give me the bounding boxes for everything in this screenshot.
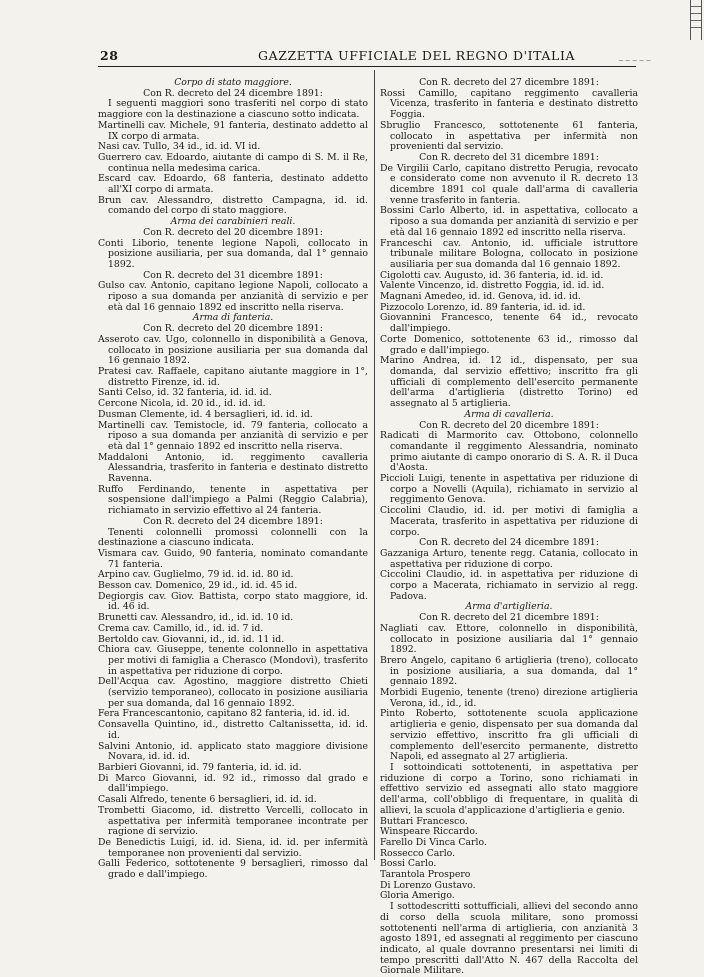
entry: Bossini Carlo Alberto, id. in aspettativa, collocato a riposo a sua domanda per anzianità di servizio e per età dal 16 gennaio 1892 ed inscritto nella riserva. xyxy=(380,205,638,238)
entry: De Benedictis Luigi, id. id. Siena, id. id. per infermità temporanee non provenienti dal servizio. xyxy=(98,836,368,859)
entry: Brunetti cav. Alessandro, id., id. id. 10 id. xyxy=(98,612,294,624)
decree-heading: Con R. decreto del 21 dicembre 1891: xyxy=(419,612,599,624)
decree-heading: Con R. decreto del 20 dicembre 1891: xyxy=(143,226,323,238)
entry: Corte Domenico, sottotenente 63 id., rimosso dal grado e dall'impiego. xyxy=(380,333,638,356)
entry: Barbieri Giovanni, id. 79 fanteria, id. id. id. xyxy=(98,762,302,773)
entry: Besson cav. Domenico, 29 id., id. id. 45 id. xyxy=(98,580,298,592)
paragraph: I sottodescritti sottufficiali, allievi del secondo anno di corso della scuola militare, sono promossi sottotenenti nell'arma di artiglieria, con anzianità 3 agosto 1891, ed assegnati al reggimento per ciascuno indicato, al quale dovranno presentarsi nei limiti di tempo prescritti dall'Atto N. 467 della Raccolta del Giornale Militare. xyxy=(380,901,638,977)
entry: Cigolotti cav. Augusto, id. 36 fanteria, id. id. id. xyxy=(380,269,604,281)
entry: Gazzaniga Arturo, tenente regg. Catania, collocato in aspettativa per riduzione di corpo. xyxy=(380,547,638,570)
entry: Nasi cav. Tullo, 34 id., id. id. VI id. xyxy=(98,141,261,153)
decree-heading: Con R. decreto del 20 dicembre 1891: xyxy=(419,419,599,431)
entry: Franceschi cav. Antonio, id. ufficiale istruttore tribunale militare Bologna, collocato in posizione ausiliaria per sua domanda dal 16 gennaio 1892. xyxy=(380,237,638,270)
decree-heading: Con R. decreto del 24 dicembre 1891: xyxy=(143,515,323,527)
entry: Rossi Camillo, capitano reggimento cavalleria Vicenza, trasferito in fanteria e destinato distretto Foggia. xyxy=(380,87,638,121)
entry: Degiorgis cav. Giov. Battista, corpo stato maggiore, id. id. 46 id. xyxy=(98,590,368,613)
entry: Cercone Nicola, id. 20 id., id. id. id. xyxy=(98,398,266,410)
entry: Pratesi cav. Raffaele, capitano aiutante maggiore in 1°, distretto Firenze, id. id. xyxy=(98,365,368,388)
entry: De Virgilii Carlo, capitano distretto Perugia, revocato e considerato come non avvenuto il R. decreto 13 dicembre 1891 col quale dall'arma di cavalleria venne trasferito in fanteria. xyxy=(380,162,638,206)
entry: Pinto Roberto, sottotenente scuola applicazione artiglieria e genio, dispensato per sua domanda dal servizio effettivo, inscritto fra gli ufficiali di complemento dell'esercito permanente, distretto Napoli, ed assegnato al 27 artiglieria. xyxy=(380,708,638,763)
entry: Ciccolini Claudio, id. in aspettativa per riduzione di corpo a Macerata, richiamato in servizio al regg. Padova. xyxy=(380,569,638,602)
entry: Giovannini Francesco, tenente 64 id., revocato dall'impiego. xyxy=(380,312,638,335)
entry: Salvini Antonio, id. applicato stato maggiore divisione Novara, id. id. id. xyxy=(98,740,368,763)
binding-margin-mark xyxy=(690,0,702,40)
corner-scrawl: ~~~~~ xyxy=(618,57,653,65)
name-line: Rossecco Carlo. xyxy=(380,847,456,859)
entry: Trombetti Giacomo, id. distretto Vercelli, collocato in aspettativa per infermità temporanee incontrate per ragione di servizio. xyxy=(98,804,368,838)
name-line: Di Lorenzo Gustavo. xyxy=(380,879,476,891)
name-line: Winspeare Riccardo. xyxy=(380,826,478,838)
running-head xyxy=(100,48,630,68)
entry: Chiora cav. Giuseppe, tenente colonnello in aspettativa per motivi di famiglia a Cherasco (Mondovì), trasferito in aspettativa per riduzione di corpo. xyxy=(98,644,368,677)
section-heading: Arma di cavalleria. xyxy=(464,408,554,420)
paragraph: Tenenti colonnelli promossi colonnelli con la destinazione a ciascuno indicata. xyxy=(98,526,368,549)
entry: Sbruglio Francesco, sottotenente 61 fanteria, collocato in aspettativa per infermità non provenienti dal servizio. xyxy=(380,119,638,153)
entry: Galli Federico, sottotenente 9 bersaglieri, rimosso dal grado e dall'impiego. xyxy=(98,858,368,881)
entry: Arpino cav. Guglielmo, 79 id. id. id. 80 id. xyxy=(98,569,294,581)
entry: Martinelli cav. Temistocle, id. 79 fanteria, collocato a riposo a sua domanda per anzianità di servizio e per età dal 1° gennaio 1892 ed inscritto nella riserva. xyxy=(98,419,368,452)
entry: Fera Francescantonio, capitano 82 fanteria, id. id. id. xyxy=(98,708,350,720)
entry: Valente Vincenzo, id. distretto Foggia, id. id. id. xyxy=(380,280,605,292)
entry: Conti Liborio, tenente legione Napoli, collocato in posizione ausiliaria, per sua domanda, dal 1° gennaio 1892. xyxy=(98,237,368,270)
entry: Martinelli cav. Michele, 91 fanteria, destinato addetto al IX corpo di armata. xyxy=(98,119,368,142)
entry: Casali Alfredo, tenente 6 bersaglieri, id. id. id. xyxy=(98,794,317,806)
name-line: Gloria Amerigo. xyxy=(380,890,455,902)
right-column xyxy=(380,78,638,977)
entry: Gulso cav. Antonio, capitano legione Napoli, collocato a riposo a sua domanda per anzianità di servizio e per età dal 16 gennaio 1892 ed inscritto nella riserva. xyxy=(98,280,368,313)
entry: Piccioli Luigi, tenente in aspettativa per riduzione di corpo a Novelli (Aquila), richiamato in servizio al reggimento Genova. xyxy=(380,473,638,506)
entry: Morbidi Eugenio, tenente (treno) direzione artiglieria Verona, id., id., id. xyxy=(380,687,638,709)
entry: Guerrero cav. Edoardo, aiutante di campo di S. M. il Re, continua nella medesima carica. xyxy=(98,151,368,174)
entry: Consavella Quintino, id., distretto Caltanissetta, id. id. id. xyxy=(98,719,368,741)
entry: Santi Celso, id. 32 fanteria, id. id. id. xyxy=(98,387,272,399)
decree-heading: Con R. decreto del 31 dicembre 1891: xyxy=(419,151,599,163)
header-rule xyxy=(98,66,636,67)
entry: Asseroto cav. Ugo, colonnello in disponibilità a Genova, collocato in posizione ausiliaria per sua domanda dal 16 gennaio 1892. xyxy=(98,333,368,367)
paragraph: I seguenti maggiori sono trasferiti nel corpo di stato maggiore con la destinazione a ciascuno sotto indicata. xyxy=(98,98,368,121)
entry: Ciccolini Claudio, id. id. per motivi di famiglia a Macerata, trasferito in aspettativa per riduzione di corpo. xyxy=(380,505,638,538)
decree-heading: Con R. decreto del 20 dicembre 1891: xyxy=(143,323,323,335)
entry: Bertoldo cav. Giovanni, id., id. id. 11 id. xyxy=(98,633,285,645)
entry: Ruffo Ferdinando, tenente in aspettativa per sospensione dall'impiego a Palmi (Reggio Calabria), richiamato in servizio effettivo al 24 fanteria. xyxy=(98,483,368,517)
section-heading: Arma d'artiglieria. xyxy=(465,601,553,613)
decree-heading: Con R. decreto del 24 dicembre 1891: xyxy=(419,537,599,549)
entry: Brero Angelo, capitano 6 artiglieria (treno), collocato in posizione ausiliaria, a sua domanda, dal 1° gennaio 1892. xyxy=(380,654,638,688)
entry: Radicati di Marmorito cav. Ottobono, colonnello comandante il reggimento Alessandria, nominato primo aiutante di campo onorario di S. A. R. il Duca d'Aosta. xyxy=(380,430,638,474)
entry: Escard cav. Edoardo, 68 fanteria, destinato addetto all'XI corpo di armata. xyxy=(98,173,368,196)
name-line: Farello Di Vinca Carlo. xyxy=(380,836,487,848)
entry: Marino Andrea, id. 12 id., dispensato, per sua domanda, dal servizio effettivo; inscritto fra gli ufficiali di complemento dell'esercito permanente dell'arma d'artiglieria (distretto Torino) ed assegnato al 5 artiglieria. xyxy=(380,355,638,410)
section-heading: Corpo di stato maggiore. xyxy=(174,77,292,88)
decree-heading: Con R. decreto del 27 dicembre 1891: xyxy=(419,77,599,88)
name-line: Buttari Francesco. xyxy=(380,815,468,827)
decree-heading: Con R. decreto del 24 dicembre 1891: xyxy=(143,87,323,99)
entry: Vismara cav. Guido, 90 fanteria, nominato comandante 71 fanteria. xyxy=(98,547,368,570)
entry: Magnani Amedeo, id. id. Genova, id. id. id. xyxy=(380,291,581,303)
entry: Maddaloni Antonio, id. reggimento cavalleria Alessandria, trasferito in fanteria e destinato distretto Ravenna. xyxy=(98,451,368,485)
page-number: 28 xyxy=(100,48,119,63)
entry: Pizzocolo Lorenzo, id. 89 fanteria, id. id. id. xyxy=(380,301,586,313)
name-line: Bossi Carlo. xyxy=(380,858,437,870)
name-line: Tarantola Prospero xyxy=(380,869,471,881)
column-divider xyxy=(374,70,375,860)
decree-heading: Con R. decreto del 31 dicembre 1891: xyxy=(143,269,323,281)
entry: Dusman Clemente, id. 4 bersaglieri, id. id. id. xyxy=(98,408,313,420)
entry: Dell'Acqua cav. Agostino, maggiore distretto Chieti (servizio temporaneo), collocato in posizione ausiliaria per sua domanda, dal 16 gennaio 1892. xyxy=(98,676,368,709)
journal-title: GAZZETTA UFFICIALE DEL REGNO D'ITALIA xyxy=(258,48,576,63)
entry: Crema cav. Camillo, id., id. id. 7 id. xyxy=(98,622,264,634)
section-heading: Arma di fanteria. xyxy=(192,312,274,324)
section-heading: Arma dei carabinieri reali. xyxy=(170,216,296,228)
entry: Brun cav. Alessandro, distretto Campagna, id. id. comando del corpo di stato maggiore. xyxy=(98,194,368,217)
paragraph: I sottoindicati sottotenenti, in aspettativa per riduzione di corpo a Torino, sono richiamati in effettivo servizio ed assegnati allo stato maggiore dell'arma, coll'obbligo di frequentare, in qualità di allievi, la scuola d'applicazione d'artiglieria e genio. xyxy=(380,762,638,816)
entry: Nagliati cav. Ettore, colonnello in disponibilità, collocato in posizione ausiliaria dal 1° gennaio 1892. xyxy=(380,622,638,656)
left-column xyxy=(98,78,368,881)
entry: Di Marco Giovanni, id. 92 id., rimosso dal grado e dall'impiego. xyxy=(98,772,368,795)
